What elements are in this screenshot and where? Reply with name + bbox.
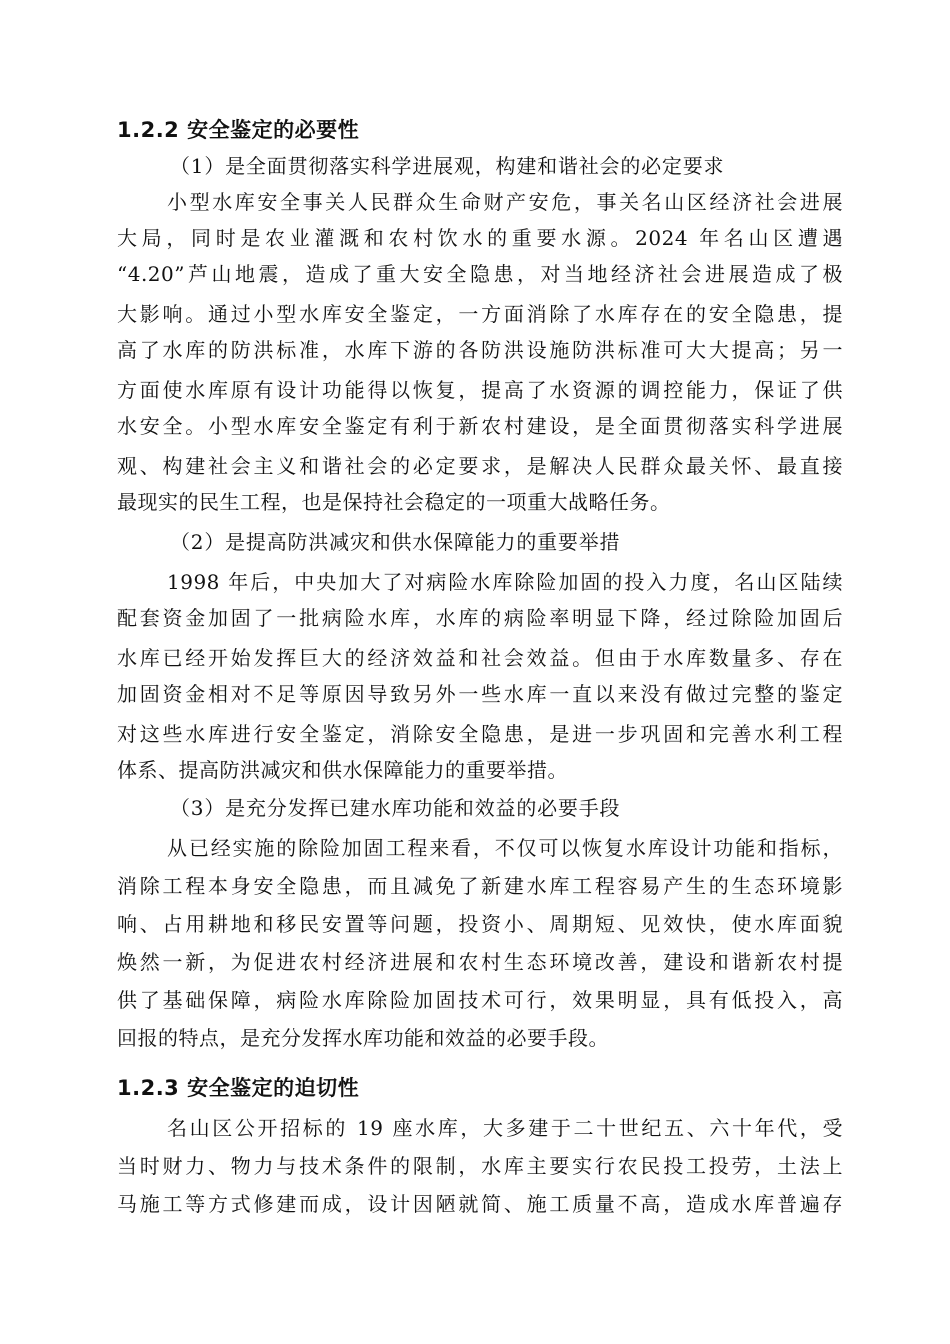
paragraph-line: 大局，同时是农业灌溉和农村饮水的重要水源。2024 年名山区遭遇 xyxy=(117,226,843,250)
section-heading-1-2-3: 1.2.3 安全鉴定的迫切性 xyxy=(117,1076,360,1100)
paragraph-line: 焕然一新，为促进农村经济进展和农村生态环境改善，建设和谐新农村提 xyxy=(117,950,843,974)
paragraph-line: 体系、提高防洪减灾和供水保障能力的重要举措。 xyxy=(117,758,568,782)
paragraph-line: 消除工程本身安全隐患，而且减免了新建水库工程容易产生的生态环境影 xyxy=(117,874,843,898)
paragraph-line: 加固资金相对不足等原因导致另外一些水库一直以来没有做过完整的鉴定 xyxy=(117,682,843,706)
paragraph-line: 观、构建社会主义和谐社会的必定要求，是解决人民群众最关怀、最直接 xyxy=(117,454,843,478)
paragraph-line: 大影响。通过小型水库安全鉴定，一方面消除了水库存在的安全隐患，提 xyxy=(117,302,843,326)
paragraph-line: 水库已经开始发挥巨大的经济效益和社会效益。但由于水库数量多、存在 xyxy=(117,646,843,670)
paragraph-line: 当时财力、物力与技术条件的限制，水库主要实行农民投工投劳，土法上 xyxy=(117,1154,843,1178)
subsection-title-3: （3）是充分发挥已建水库功能和效益的必要手段 xyxy=(170,796,621,820)
section-heading-1-2-2: 1.2.2 安全鉴定的必要性 xyxy=(117,118,360,142)
paragraph-line: 供了基础保障，病险水库除险加固技术可行，效果明显，具有低投入，高 xyxy=(117,988,843,1012)
paragraph-line: 小型水库安全事关人民群众生命财产安危，事关名山区经济社会进展 xyxy=(167,190,843,214)
paragraph-line: 名山区公开招标的 19 座水库，大多建于二十世纪五、六十年代，受 xyxy=(167,1116,843,1140)
paragraph-line: 配套资金加固了一批病险水库，水库的病险率明显下降，经过除险加固后 xyxy=(117,606,843,630)
paragraph-line: 从已经实施的除险加固工程来看，不仅可以恢复水库设计功能和指标， xyxy=(167,836,843,860)
subsection-title-1: （1）是全面贯彻落实科学进展观，构建和谐社会的必定要求 xyxy=(170,154,725,178)
paragraph-line: 水安全。小型水库安全鉴定有利于新农村建设，是全面贯彻落实科学进展 xyxy=(117,414,843,438)
paragraph-line: 最现实的民生工程，也是保持社会稳定的一项重大战略任务。 xyxy=(117,490,671,514)
paragraph-line: 1998 年后，中央加大了对病险水库除险加固的投入力度，名山区陆续 xyxy=(167,570,843,594)
paragraph-line: 响、占用耕地和移民安置等问题，投资小、周期短、见效快，使水库面貌 xyxy=(117,912,843,936)
paragraph-line: “4.20”芦山地震，造成了重大安全隐患，对当地经济社会进展造成了极 xyxy=(117,262,843,286)
paragraph-line: 对这些水库进行安全鉴定，消除安全隐患，是进一步巩固和完善水利工程 xyxy=(117,722,843,746)
paragraph-line: 高了水库的防洪标准，水库下游的各防洪设施防洪标准可大大提高；另一 xyxy=(117,338,843,362)
paragraph-line: 回报的特点，是充分发挥水库功能和效益的必要手段。 xyxy=(117,1026,609,1050)
subsection-title-2: （2）是提高防洪减灾和供水保障能力的重要举措 xyxy=(170,530,621,554)
paragraph-line: 马施工等方式修建而成，设计因陋就简、施工质量不高，造成水库普遍存 xyxy=(117,1192,843,1216)
paragraph-line: 方面使水库原有设计功能得以恢复，提高了水资源的调控能力，保证了供 xyxy=(117,378,843,402)
